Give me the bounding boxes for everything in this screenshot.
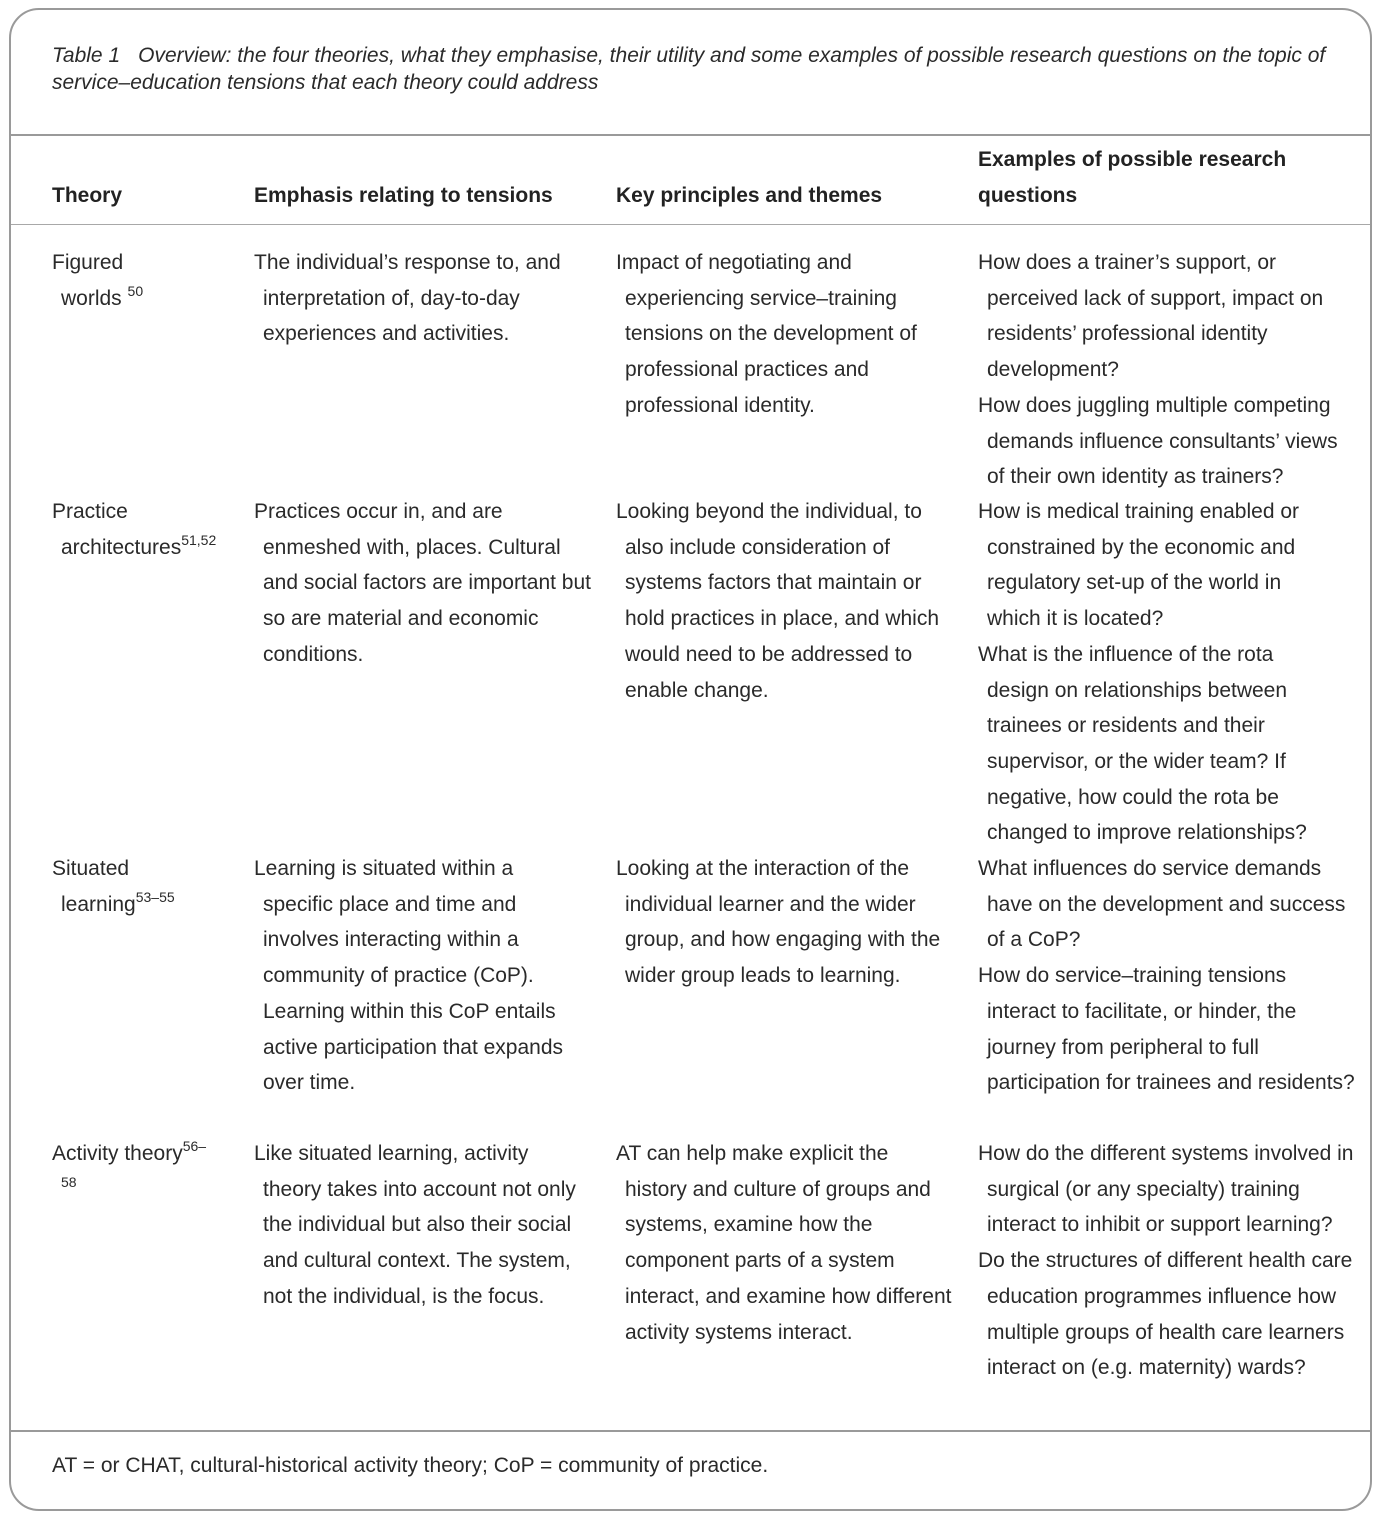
- table-row-principles: [616, 851, 946, 994]
- caption-text: Overview: the four theories, what they emphasise, their utility and some examples of possible research questions on the topic of service–education tensions that each theory could address: [52, 44, 1326, 94]
- research-question: How is medical training enabled or constrained by the economic and regulatory set-up of the world in which it is located?: [978, 500, 1299, 631]
- theory-name: Figured worlds: [52, 251, 124, 310]
- caption-divider: [11, 134, 1370, 136]
- table-row-theory: [52, 245, 172, 316]
- research-question: How does juggling multiple competing demands influence consultants’ views of their own identity as trainers?: [978, 393, 1338, 489]
- research-question: How do service–training tensions interact to facilitate, or hinder, the journey from peripheral to full participation for trainees and residents?: [978, 964, 1355, 1095]
- research-question: What influences do service demands have on the development and success of a CoP?: [978, 857, 1346, 952]
- table-caption: [52, 42, 1352, 96]
- principles-text: AT can help make explicit the history and culture of groups and systems, examine how the component parts of a system interact, and examine how different activity systems interact.: [616, 1142, 952, 1344]
- table-frame: [9, 8, 1372, 1511]
- emphasis-text: Learning is situated within a specific place and time and involves interacting within a community of practice (CoP). Learning within this CoP entails active participation that expands over time.: [254, 857, 564, 1095]
- emphasis-text: Like situated learning, activity theory takes into account not only the individual but also their social and cultural context. The system, not the individual, is the focus.: [254, 1142, 576, 1308]
- table-row-emphasis: [254, 245, 584, 352]
- header-principles: Key principles and themes: [616, 184, 883, 207]
- table-row-emphasis: [254, 851, 584, 1101]
- principles-text: Impact of negotiating and experiencing service–training tensions on the development of professional practices and professional identity.: [616, 251, 917, 417]
- table-row-questions: [978, 851, 1358, 1101]
- header-questions: Examples of possible research questions: [978, 148, 1287, 207]
- emphasis-text: Practices occur in, and are enmeshed with, places. Cultural and social factors are important but so are material and economic conditions.: [254, 500, 592, 666]
- theory-name: Activity theory: [52, 1142, 183, 1165]
- footer-divider: [11, 1430, 1370, 1432]
- table-footnote: AT = or CHAT, cultural-historical activity theory; CoP = community of practice.: [52, 1454, 769, 1477]
- header-divider: [11, 224, 1370, 225]
- table-row-emphasis: [254, 1136, 584, 1315]
- table-row-questions: [978, 1136, 1363, 1386]
- table-row-principles: [616, 494, 946, 708]
- research-question: How does a trainer’s support, or perceived lack of support, impact on residents’ professional identity development?: [978, 251, 1324, 382]
- table-row-theory: [52, 494, 252, 565]
- table-row-emphasis: [254, 494, 594, 673]
- table-row-questions: [978, 245, 1358, 495]
- reference-number: 53–55: [135, 888, 175, 905]
- table-row-principles: [616, 1136, 956, 1350]
- reference-number: 51,52: [181, 531, 217, 548]
- research-question: What is the influence of the rota design on relationships between trainees or residents and their supervisor, or the wider team? If negative, how could the rota be changed to improve relationships?: [978, 642, 1307, 845]
- header-emphasis: Emphasis relating to tensions: [254, 184, 553, 207]
- research-question: How do the different systems involved in surgical (or any specialty) training interact to inhibit or support learning?: [978, 1142, 1354, 1237]
- research-question: Do the structures of different health care education programmes influence how multiple groups of health care learners interact on (e.g. maternity) wards?: [978, 1249, 1353, 1380]
- table-row-theory: [52, 1136, 212, 1207]
- emphasis-text: The individual’s response to, and interpretation of, day-to-day experiences and activities.: [254, 251, 561, 346]
- reference-number: 56–58: [61, 1138, 207, 1190]
- header-theory: Theory: [52, 184, 123, 207]
- reference-number: 50: [127, 282, 144, 299]
- principles-text: Looking beyond the individual, to also include consideration of systems factors that maintain or hold practices in place, and which would need to be addressed to enable change.: [616, 500, 940, 702]
- principles-text: Looking at the interaction of the individual learner and the wider group, and how engaging with the wider group leads to learning.: [616, 857, 941, 988]
- theory-name: Practice architectures: [52, 500, 182, 559]
- table-row-theory: [52, 851, 222, 922]
- theory-name: Situated learning: [52, 857, 136, 916]
- table-row-principles: [616, 245, 946, 424]
- caption-label: Table 1: [52, 44, 121, 67]
- table-row-questions: [978, 494, 1323, 851]
